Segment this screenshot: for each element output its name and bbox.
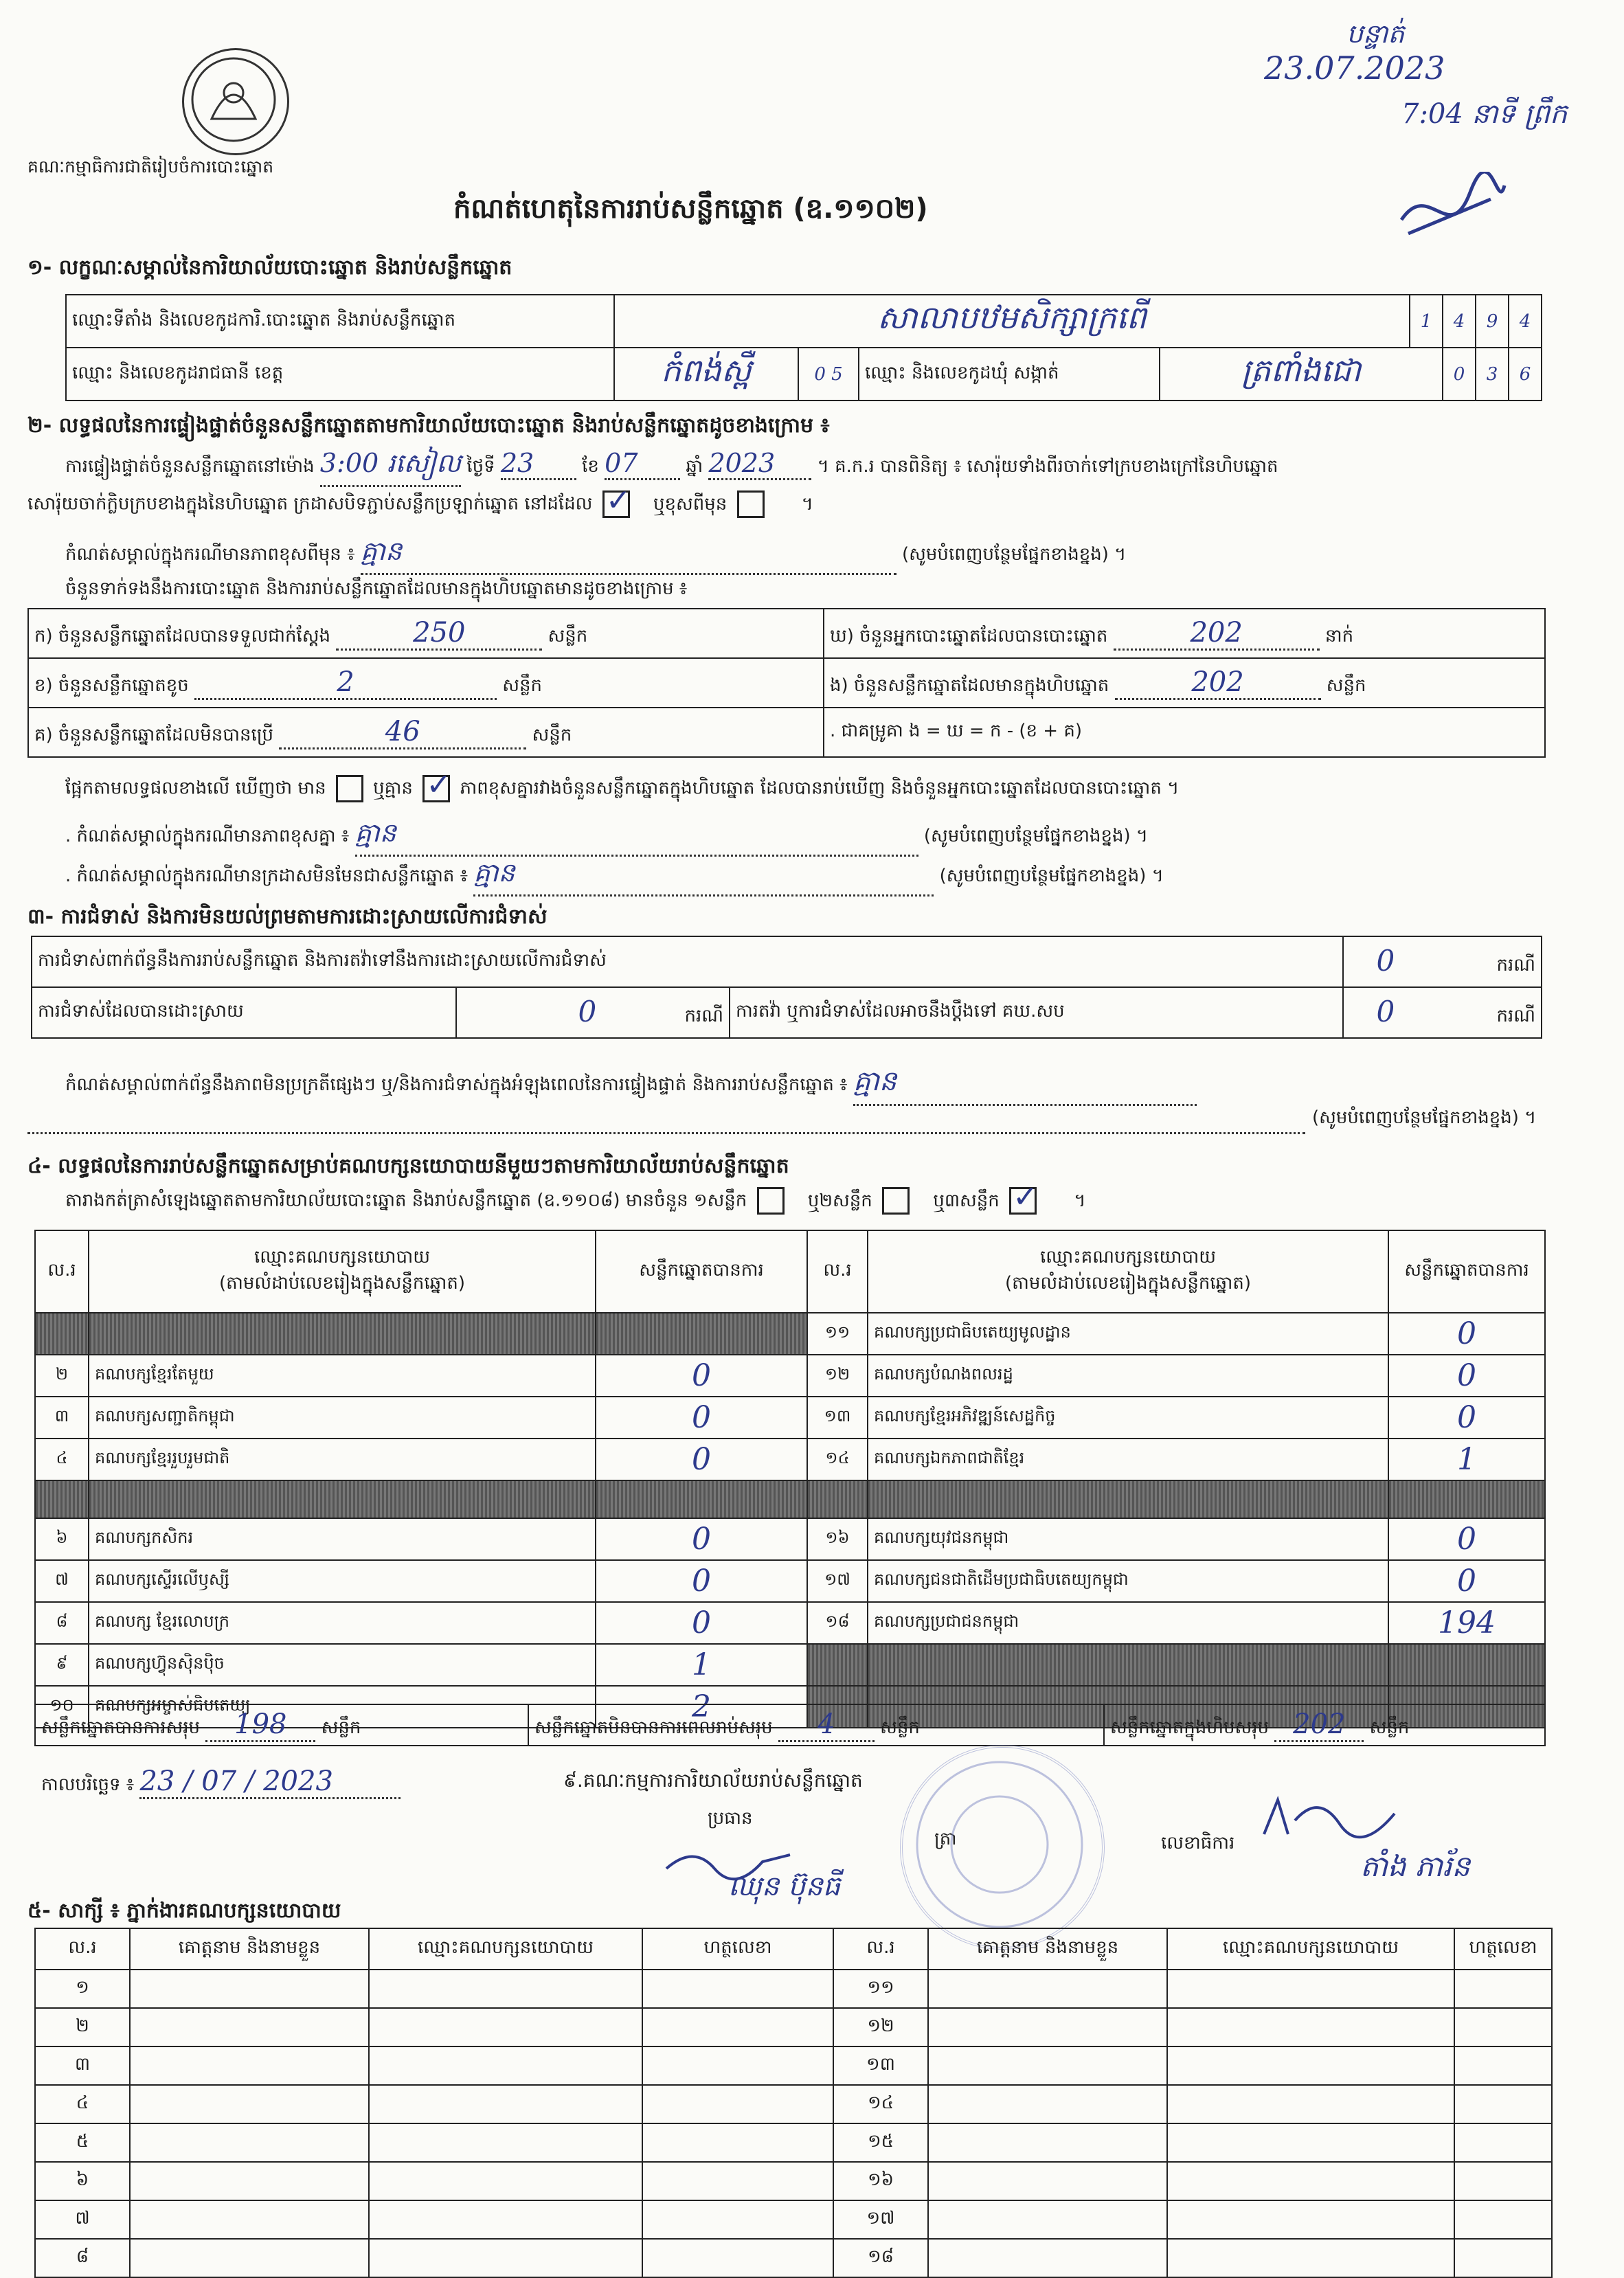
appeal-value-cell [1343,987,1542,1038]
complaint-row-value-cell [1343,936,1542,987]
party-left-votes: 0 [596,1560,807,1602]
party-right-votes: 0 [1388,1397,1545,1439]
diff-description: ភាពខុសគ្នារវាងចំនួនសន្លឹកឆ្នោតក្នុងហិបឆ្នោត ដែលបានរាប់ឃើញ និងចំនួនអ្នកបោះឆ្នោតដែលបានបោះឆ្នោត ។ [460,778,1180,799]
sign-date-value: 23 / 07 / 2023 [139,1766,401,1799]
irregularity-value: គ្មាន [853,1063,1197,1106]
formula-row: . ជាគម្រូគា ង = ឃ = ក - (ខ + គ) [824,708,1545,757]
party-left-no: ៨ [35,1602,89,1644]
witness-no-right: ១៦ [833,2162,928,2200]
total-box-value: 202 [1274,1708,1364,1742]
total-invalid-cell [528,1704,1104,1746]
party-right-votes [1388,1480,1545,1518]
party-row [35,1560,1545,1602]
diff-reason-suffix: (សូមបំពេញបន្ថែមផ្នែកខាងខ្នង) ។ [923,826,1149,846]
party-row [35,1355,1545,1397]
party-left-votes: 0 [596,1397,807,1439]
chair-name: ឈុន ប៊ុនធី [728,1871,841,1902]
seal-changed-checkbox[interactable] [737,490,765,518]
party-right-no [807,1644,868,1686]
province-label: ឈ្មោះ និងលេខកូដរាជធានី ខេត្ត [66,348,614,401]
commune-code-3: 6 [1509,348,1542,401]
in-box-row [824,658,1545,708]
verify-time-value: 3:00 រសៀល [320,447,461,487]
party-left-name [89,1480,596,1518]
witness-name-right[interactable] [928,2085,1167,2123]
witness-name-right[interactable] [928,2123,1167,2162]
member-label: ត្រា [934,1829,957,1849]
commune-code-2: 3 [1476,348,1509,401]
col-party-right-title: ឈ្មោះគណបក្សនយោបាយ [1040,1247,1216,1267]
secretary-name: តាំង ភារ័ន [1360,1849,1470,1883]
party-right-votes: 0 [1388,1518,1545,1560]
witness-party-right[interactable] [1167,1970,1454,2008]
corner-note: បន្ទាត់ [1346,19,1405,49]
witness-row [35,2200,1552,2239]
party-left-name [89,1313,596,1355]
witness-no-left: ៣ [35,2046,130,2085]
witness-name-right[interactable] [928,2046,1167,2085]
witness-col-sign-right: ហត្ថលេខា [1454,1928,1552,1970]
party-left-no: ៧ [35,1560,89,1602]
party-right-no: ១៨ [807,1602,868,1644]
irregularity-suffix: (សូមបំពេញបន្ថែមផ្នែកខាងខ្នង) ។ [1312,1107,1537,1128]
complaint-row-unit: ករណី [1496,955,1535,976]
party-right-votes: 1 [1388,1439,1545,1480]
unused-value: 46 [279,716,526,749]
commune-label: ឈ្មោះ និងលេខកូដឃុំ សង្កាត់ [859,348,1160,401]
complaint-row-label: ការជំទាស់ពាក់ព័ន្ធនឹងការរាប់សន្លឹកឆ្នោត និងការតវ៉ាទៅនឹងការដោះស្រាយលើការជំទាស់ [32,936,1343,987]
verification-line-3 [65,534,1126,575]
party-right-no: ១៦ [807,1518,868,1560]
diff-reason-value: គ្មាន [355,816,918,857]
diff-note-suffix: (សូមបំពេញបន្ថែមផ្នែកខាងខ្នង) ។ [902,544,1127,565]
difference-line [65,775,1179,803]
spoiled-value: 2 [194,666,497,700]
two-sheet-label: ឬ២សន្លឹក [807,1190,872,1211]
witness-party-right[interactable] [1167,2008,1454,2046]
ministry-seal-icon [182,48,289,155]
party-left-name: គណបក្សសញ្ជាតិកម្ពុជា [89,1397,596,1439]
party-right-votes [1388,1644,1545,1686]
station-code-4: 4 [1509,295,1542,348]
party-left-no [35,1480,89,1518]
complaint-row-value: 0 [1376,944,1395,978]
section3-title: ៣- ការជំទាស់ និងការមិនយល់ព្រមតាមការដោះស្រាយលើការជំទាស់ [27,905,548,929]
witness-sign-right[interactable] [1454,2162,1552,2200]
resolved-label: ការជំទាស់ដែលបានដោះស្រាយ [32,987,456,1038]
party-right-votes: 0 [1388,1313,1545,1355]
total-box-label: សន្លឹកឆ្នោតក្នុងហិបសរុប [1110,1717,1270,1738]
total-valid-value: 198 [205,1708,315,1742]
witness-row [35,2008,1552,2046]
party-left-votes [596,1480,807,1518]
unused-label: គ) ចំនួនសន្លឹកឆ្នោតដែលមិនបានប្រើ [34,724,273,745]
province-value: កំពង់ស្ពឺ [614,348,798,401]
witness-party-right[interactable] [1167,2085,1454,2123]
witness-no-right: ១៥ [833,2123,928,2162]
station-info-table [65,294,1542,401]
witness-party-left[interactable] [369,2123,642,2162]
three-sheet-checkbox[interactable] [1009,1187,1037,1215]
witness-no-left: ៥ [35,2123,130,2162]
one-sheet-label: តារាងកត់ត្រាសំឡេងឆ្នោតតាមការិយាល័យបោះឆ្នោត និងរាប់សន្លឹកឆ្នោត (ឧ.១១០៨) មានចំនួន ១សន្លឹក [65,1190,747,1211]
section5-title: ៥- សាក្សី ៖ ភ្នាក់ងារគណបក្សនយោបាយ [27,1899,341,1923]
seal-changed-label: ឬខុសពីមុន [653,493,728,515]
witness-sign-right[interactable] [1454,2239,1552,2277]
party-right-no [807,1480,868,1518]
witness-sign-left[interactable] [642,2123,833,2162]
unused-row [28,708,824,757]
party-right-votes: 0 [1388,1560,1545,1602]
voters-value: 202 [1114,617,1320,651]
witness-no-left: ៦ [35,2162,130,2200]
in-box-unit: សន្លឹក [1326,675,1366,696]
witness-col-name-left: គោត្តនាម និងនាមខ្លួន [130,1928,369,1970]
witness-no-left: ៧ [35,2200,130,2239]
total-valid-label: សន្លឹកឆ្នោតបានការសរុប [41,1717,201,1738]
party-left-no: ៦ [35,1518,89,1560]
org-name: គណៈកម្មាធិការជាតិរៀបចំការបោះឆ្នោត [27,157,274,177]
one-sheet-checkbox[interactable] [757,1187,785,1215]
spoiled-unit: សន្លឹក [502,675,543,696]
section2-title: ២- លទ្ធផលនៃការផ្ទៀងផ្ទាត់ចំនួនសន្លឹកឆ្នោតតាមការិយាល័យបោះឆ្នោត និងរាប់សន្លឹកឆ្នោតដូចខាងក្រោម ៖ [27,414,830,438]
witness-col-no-right: ល.រ [833,1928,928,1970]
witness-sign-right[interactable] [1454,2085,1552,2123]
section4-title: ៤- លទ្ធផលនៃការរាប់សន្លឹកឆ្នោតសម្រាប់គណបក្សនយោបាយនីមួយៗតាមការិយាល័យរាប់សន្លឹកឆ្នោត [27,1154,789,1178]
party-right-name [868,1644,1388,1686]
received-label: ក) ចំនួនសន្លឹកឆ្នោតដែលបានទទួលជាក់ស្តែង [34,625,331,646]
col-votes-left: សន្លឹកឆ្នោតបានការ [596,1230,807,1313]
witness-row [35,2085,1552,2123]
station-code-1: 1 [1410,295,1443,348]
appeal-value: 0 [1376,995,1395,1028]
witness-party-left[interactable] [369,2046,642,2085]
tally-end-mark: ។ [1074,1190,1086,1211]
party-left-votes: 0 [596,1439,807,1480]
party-right-name: គណបក្សប្រជាជនកម្ពុជា [868,1602,1388,1644]
witness-row [35,2239,1552,2277]
verify-month-label: ខែ [582,456,599,477]
col-party-right [868,1230,1388,1313]
witness-party-right[interactable] [1167,2046,1454,2085]
party-left-votes: 0 [596,1602,807,1644]
no-diff-checkbox[interactable] [422,775,450,802]
witness-name-left[interactable] [130,2123,369,2162]
verify-year-label: ឆ្នាំ [686,456,703,477]
commune-value: ត្រពាំងជោ [1160,348,1443,401]
total-box-unit: សន្លឹក [1369,1717,1410,1738]
witness-name-left[interactable] [130,2162,369,2200]
witness-party-left[interactable] [369,2200,642,2239]
in-box-label: ង) ចំនួនសន្លឹកឆ្នោតដែលមានក្នុងហិបឆ្នោត [830,675,1109,696]
witness-party-right[interactable] [1167,2239,1454,2277]
witness-sign-left[interactable] [642,2046,833,2085]
total-valid-unit: សន្លឹក [321,1717,361,1738]
odd-paper-suffix: (សូមបំពេញបន្ថែមផ្នែកខាងខ្នង) ។ [939,866,1164,886]
spoiled-row [28,658,824,708]
witness-no-right: ១៤ [833,2085,928,2123]
appeal-label: ការតវ៉ា ឬការជំទាស់ដែលអាចនឹងប្តឹងទៅ គឃ.សប [730,987,1343,1038]
section1-title: ១- លក្ខណៈសម្គាល់នៃការិយាល័យបោះឆ្នោត និងរាប់សន្លឹកឆ្នោត [27,256,512,280]
ballot-count-table [27,608,1546,758]
has-diff-checkbox[interactable] [336,775,363,802]
witness-party-left[interactable] [369,2239,642,2277]
party-right-name: គណបក្សឯកភាពជាតិខ្មែរ [868,1439,1388,1480]
sign-date-label: កាលបរិច្ឆេទ ៖ [41,1774,135,1795]
station-label: ឈ្មោះទីតាំង និងលេខកូដការិ.បោះឆ្នោត និងរាប់សន្លឹកឆ្នោត [66,295,614,348]
witness-name-right[interactable] [928,1970,1167,2008]
corner-date: 23.07.2023 [1264,49,1445,87]
diff-note-label: កំណត់សម្គាល់ក្នុងករណីមានភាពខុសពីមុន ៖ [65,544,355,565]
verify-line1-rest: ។ គ.ក.រ បានពិនិត្យ ៖ សោរ៉ុយទាំងពីរចាក់ទៅក្របខាងក្រៅនៃហិបឆ្នោត [817,456,1278,477]
party-row [35,1397,1545,1439]
col-no-left: ល.រ [35,1230,89,1313]
total-box-cell [1104,1704,1545,1746]
witness-name-left[interactable] [130,2085,369,2123]
witness-name-right[interactable] [928,2239,1167,2277]
odd-paper-value: គ្មាន [473,856,934,896]
party-left-votes [596,1313,807,1355]
seal-same-checkbox[interactable] [602,490,630,518]
corner-time: 7:04 នាទី ព្រឹក [1401,98,1568,130]
three-sheet-label: ឬ៣សន្លឹក [933,1190,1000,1211]
witness-sign-left[interactable] [642,2239,833,2277]
party-right-name: គណបក្សខ្មែរអភិវឌ្ឍន៍សេដ្ឋកិច្ច [868,1397,1388,1439]
witness-no-left: ២ [35,2008,130,2046]
line2-end-mark: ។ [801,493,813,515]
voters-row [824,609,1545,658]
party-left-name: គណបក្សអម្ចាស់ធិបតេយ្យ [89,1686,596,1728]
province-code [798,348,859,401]
witness-name-left[interactable] [130,1970,369,2008]
party-left-votes: 2 [596,1686,807,1728]
voters-label: ឃ) ចំនួនអ្នកបោះឆ្នោតដែលបានបោះឆ្នោត [830,625,1108,646]
odd-paper-line [65,856,1164,896]
party-left-no: ៣ [35,1397,89,1439]
col-party-left-sub: (តាមលំដាប់លេខរៀងក្នុងសន្លឹកឆ្នោត) [218,1273,466,1294]
party-right-name: គណបក្សប្រជាធិបតេយ្យមូលដ្ឋាន [868,1313,1388,1355]
party-right-name: គណបក្សយុវជនកម្ពុជា [868,1518,1388,1560]
party-left-no: ៩ [35,1644,89,1686]
witness-sign-right[interactable] [1454,2200,1552,2239]
verification-line-1 [65,447,1278,487]
witness-row [35,2046,1552,2085]
witness-col-sign-left: ហត្ថលេខា [642,1928,833,1970]
witness-row [35,2162,1552,2200]
witness-name-left[interactable] [130,2008,369,2046]
party-left-no: ១០ [35,1686,89,1728]
witness-sign-left[interactable] [642,2162,833,2200]
party-row [35,1602,1545,1644]
witness-name-right[interactable] [928,2162,1167,2200]
party-left-name: គណបក្សខ្មែរតែមួយ [89,1355,596,1397]
witness-name-left[interactable] [130,2200,369,2239]
appeal-unit: ករណី [1496,1006,1535,1026]
witness-no-right: ១២ [833,2008,928,2046]
province-code-1: 0 [814,363,826,385]
witness-no-left: ១ [35,1970,130,2008]
party-left-votes: 0 [596,1518,807,1560]
witness-sign-left[interactable] [642,2200,833,2239]
official-stamp-icon [900,1745,1105,1950]
irregularity-line [65,1063,1197,1106]
party-left-votes: 1 [596,1644,807,1686]
party-left-no: ៤ [35,1439,89,1480]
two-sheet-checkbox[interactable] [882,1187,910,1215]
total-invalid-label: សន្លឹកឆ្នោតមិនបានការពេលរាប់សរុប [534,1717,773,1738]
verification-line-2 [27,490,813,519]
party-results-table [34,1230,1546,1728]
party-results-body [35,1313,1545,1728]
spoiled-label: ខ) ចំនួនសន្លឹកឆ្នោតខូច [34,675,189,696]
secretary-signature-icon [1257,1793,1415,1853]
witness-sign-right[interactable] [1454,2046,1552,2085]
seal-same-label: សោរ៉ុយចាក់ក្លិបក្របខាងក្នុងនៃហិបឆ្នោត ក្រដាសបិទភ្ជាប់សន្លឹកប្រឡាក់ឆ្នោត នៅដដែល [27,493,593,515]
col-no-right: ល.រ [807,1230,868,1313]
party-right-name: គណបក្សជនជាតិដើមប្រជាធិបតេយ្យកម្ពុជា [868,1560,1388,1602]
party-right-no: ១៧ [807,1560,868,1602]
party-left-name: គណបក្សកសិករ [89,1518,596,1560]
tally-sheet-line [65,1187,1085,1215]
has-diff-label: ផ្អែកតាមលទ្ធផលខាងលើ ឃើញថា មាន [65,778,326,799]
total-invalid-value: 4 [778,1708,875,1742]
sign-date-line [41,1766,401,1799]
party-left-name: គណបក្សហ៊្វុនស៊ិនប៉ិច [89,1644,596,1686]
total-valid-cell [35,1704,528,1746]
diff-note-value: គ្មាន [361,534,896,575]
voters-unit: នាក់ [1324,625,1354,646]
witness-body [35,1970,1552,2277]
totals-table [34,1704,1546,1746]
witness-no-right: ១៧ [833,2200,928,2239]
witness-party-right[interactable] [1167,2200,1454,2239]
verification-line-4: ចំនួនទាក់ទងនឹងការបោះឆ្នោត និងការរាប់សន្លឹកឆ្នោតដែលមានក្នុងហិបឆ្នោតមានដូចខាងក្រោម ៖ [65,578,688,599]
witness-col-name-right: គោត្តនាម និងនាមខ្លួន [928,1928,1167,1970]
irregularity-label: កំណត់សម្គាល់ពាក់ព័ន្ធនឹងភាពមិនប្រក្រតីផ្សេងៗ ឬ/និងការជំទាស់ក្នុងអំឡុងពេលនៃការផ្ទៀងផ្ទាត់ និងការរាប់សន្លឹកឆ្នោត ៖ [65,1074,848,1095]
witness-no-left: ៨ [35,2239,130,2277]
party-right-name [868,1480,1388,1518]
received-value: 250 [336,617,542,651]
verify-time-label: ការផ្ទៀងផ្ទាត់ចំនួនសន្លឹកឆ្នោតនៅម៉ោង [65,456,315,477]
witness-row [35,1970,1552,2008]
witness-table [34,1928,1553,2278]
irregularity-continuation [27,1112,1305,1134]
party-left-name: គណបក្សខ្មែររួបរួមជាតិ [89,1439,596,1480]
witness-party-left[interactable] [369,2162,642,2200]
page-title: កំណត់ហេតុនៃការរាប់សន្លឹកឆ្នោត (ឧ.១១០២) [453,193,928,225]
complaints-table [31,936,1542,1039]
col-party-left [89,1230,596,1313]
witness-name-right[interactable] [928,2200,1167,2239]
verify-day-label: ថ្ងៃទី [466,456,495,477]
party-row [35,1439,1545,1480]
witness-sign-right[interactable] [1454,2008,1552,2046]
diff-reason-line [65,816,1148,857]
witness-row [35,2123,1552,2162]
witness-sign-right[interactable] [1454,1970,1552,2008]
resolved-value-cell [456,987,730,1038]
col-party-left-title: ឈ្មោះគណបក្សនយោបាយ [254,1247,430,1267]
witness-name-right[interactable] [928,2008,1167,2046]
diff-reason-label: . កំណត់សម្គាល់ក្នុងករណីមានភាពខុសគ្នា ៖ [65,826,350,846]
party-right-no: ១២ [807,1355,868,1397]
unused-unit: សន្លឹក [532,724,572,745]
party-right-votes: 0 [1388,1355,1545,1397]
party-left-no: ២ [35,1355,89,1397]
total-invalid-unit: សន្លឹក [880,1717,920,1738]
station-code-2: 4 [1443,295,1476,348]
committee-title: ៩.គណៈកម្មការការិយាល័យរាប់សន្លឹកឆ្នោត [563,1769,863,1792]
witness-no-right: ១១ [833,1970,928,2008]
party-right-votes: 194 [1388,1602,1545,1644]
chair-label: ប្រធាន [708,1808,753,1829]
witness-sign-left[interactable] [642,2085,833,2123]
party-right-no: ១៤ [807,1439,868,1480]
station-value: សាលាបឋមសិក្សាក្រពើ [614,295,1410,348]
witness-no-right: ១៣ [833,2046,928,2085]
verify-day-value: 23 [501,448,576,480]
party-right-no: ១៣ [807,1397,868,1439]
party-row [35,1518,1545,1560]
province-code-2: 5 [831,363,843,385]
no-diff-label: ឬគ្មាន [373,778,413,799]
witness-col-party-left: ឈ្មោះគណបក្សនយោបាយ [369,1928,642,1970]
col-party-right-sub: (តាមលំដាប់លេខរៀងក្នុងសន្លឹកឆ្នោត) [1004,1273,1252,1294]
resolved-unit: ករណី [684,1006,723,1026]
witness-sign-left[interactable] [642,2008,833,2046]
party-row [35,1480,1545,1518]
party-row [35,1313,1545,1355]
witness-no-left: ៤ [35,2085,130,2123]
party-right-name: គណបក្សបំណងពលរដ្ឋ [868,1355,1388,1397]
witness-col-no-left: ល.រ [35,1928,130,1970]
witness-name-left[interactable] [130,2046,369,2085]
witness-col-party-right: ឈ្មោះគណបក្សនយោបាយ [1167,1928,1454,1970]
col-votes-right: សន្លឹកឆ្នោតបានការ [1388,1230,1545,1313]
witness-party-left[interactable] [369,2085,642,2123]
corner-signature-icon [1388,172,1511,252]
party-left-votes: 0 [596,1355,807,1397]
witness-party-left[interactable] [369,2008,642,2046]
party-left-name: គណបក្ស ខ្មែរលោបក្រ [89,1602,596,1644]
commune-code-1: 0 [1443,348,1476,401]
resolved-value: 0 [578,995,597,1028]
verify-year-value: 2023 [708,448,811,480]
secretary-label: លេខាធិការ [1161,1833,1235,1853]
received-row [28,609,824,658]
party-left-name: គណបក្សស្ទើរលើឫស្សី [89,1560,596,1602]
witness-party-right[interactable] [1167,2162,1454,2200]
witness-name-left[interactable] [130,2239,369,2277]
party-right-no: ១១ [807,1313,868,1355]
witness-party-right[interactable] [1167,2123,1454,2162]
witness-party-left[interactable] [369,1970,642,2008]
party-left-no [35,1313,89,1355]
witness-sign-left[interactable] [642,1970,833,2008]
in-box-value: 202 [1115,666,1321,700]
station-code-3: 9 [1476,295,1509,348]
witness-no-right: ១៨ [833,2239,928,2277]
odd-paper-label: . កំណត់សម្គាល់ក្នុងករណីមានក្រដាសមិនមែនជាសន្លឹកឆ្នោត ៖ [65,866,469,886]
received-unit: សន្លឹក [548,625,588,646]
witness-sign-right[interactable] [1454,2123,1552,2162]
verify-month-value: 07 [605,448,680,480]
party-row [35,1644,1545,1686]
